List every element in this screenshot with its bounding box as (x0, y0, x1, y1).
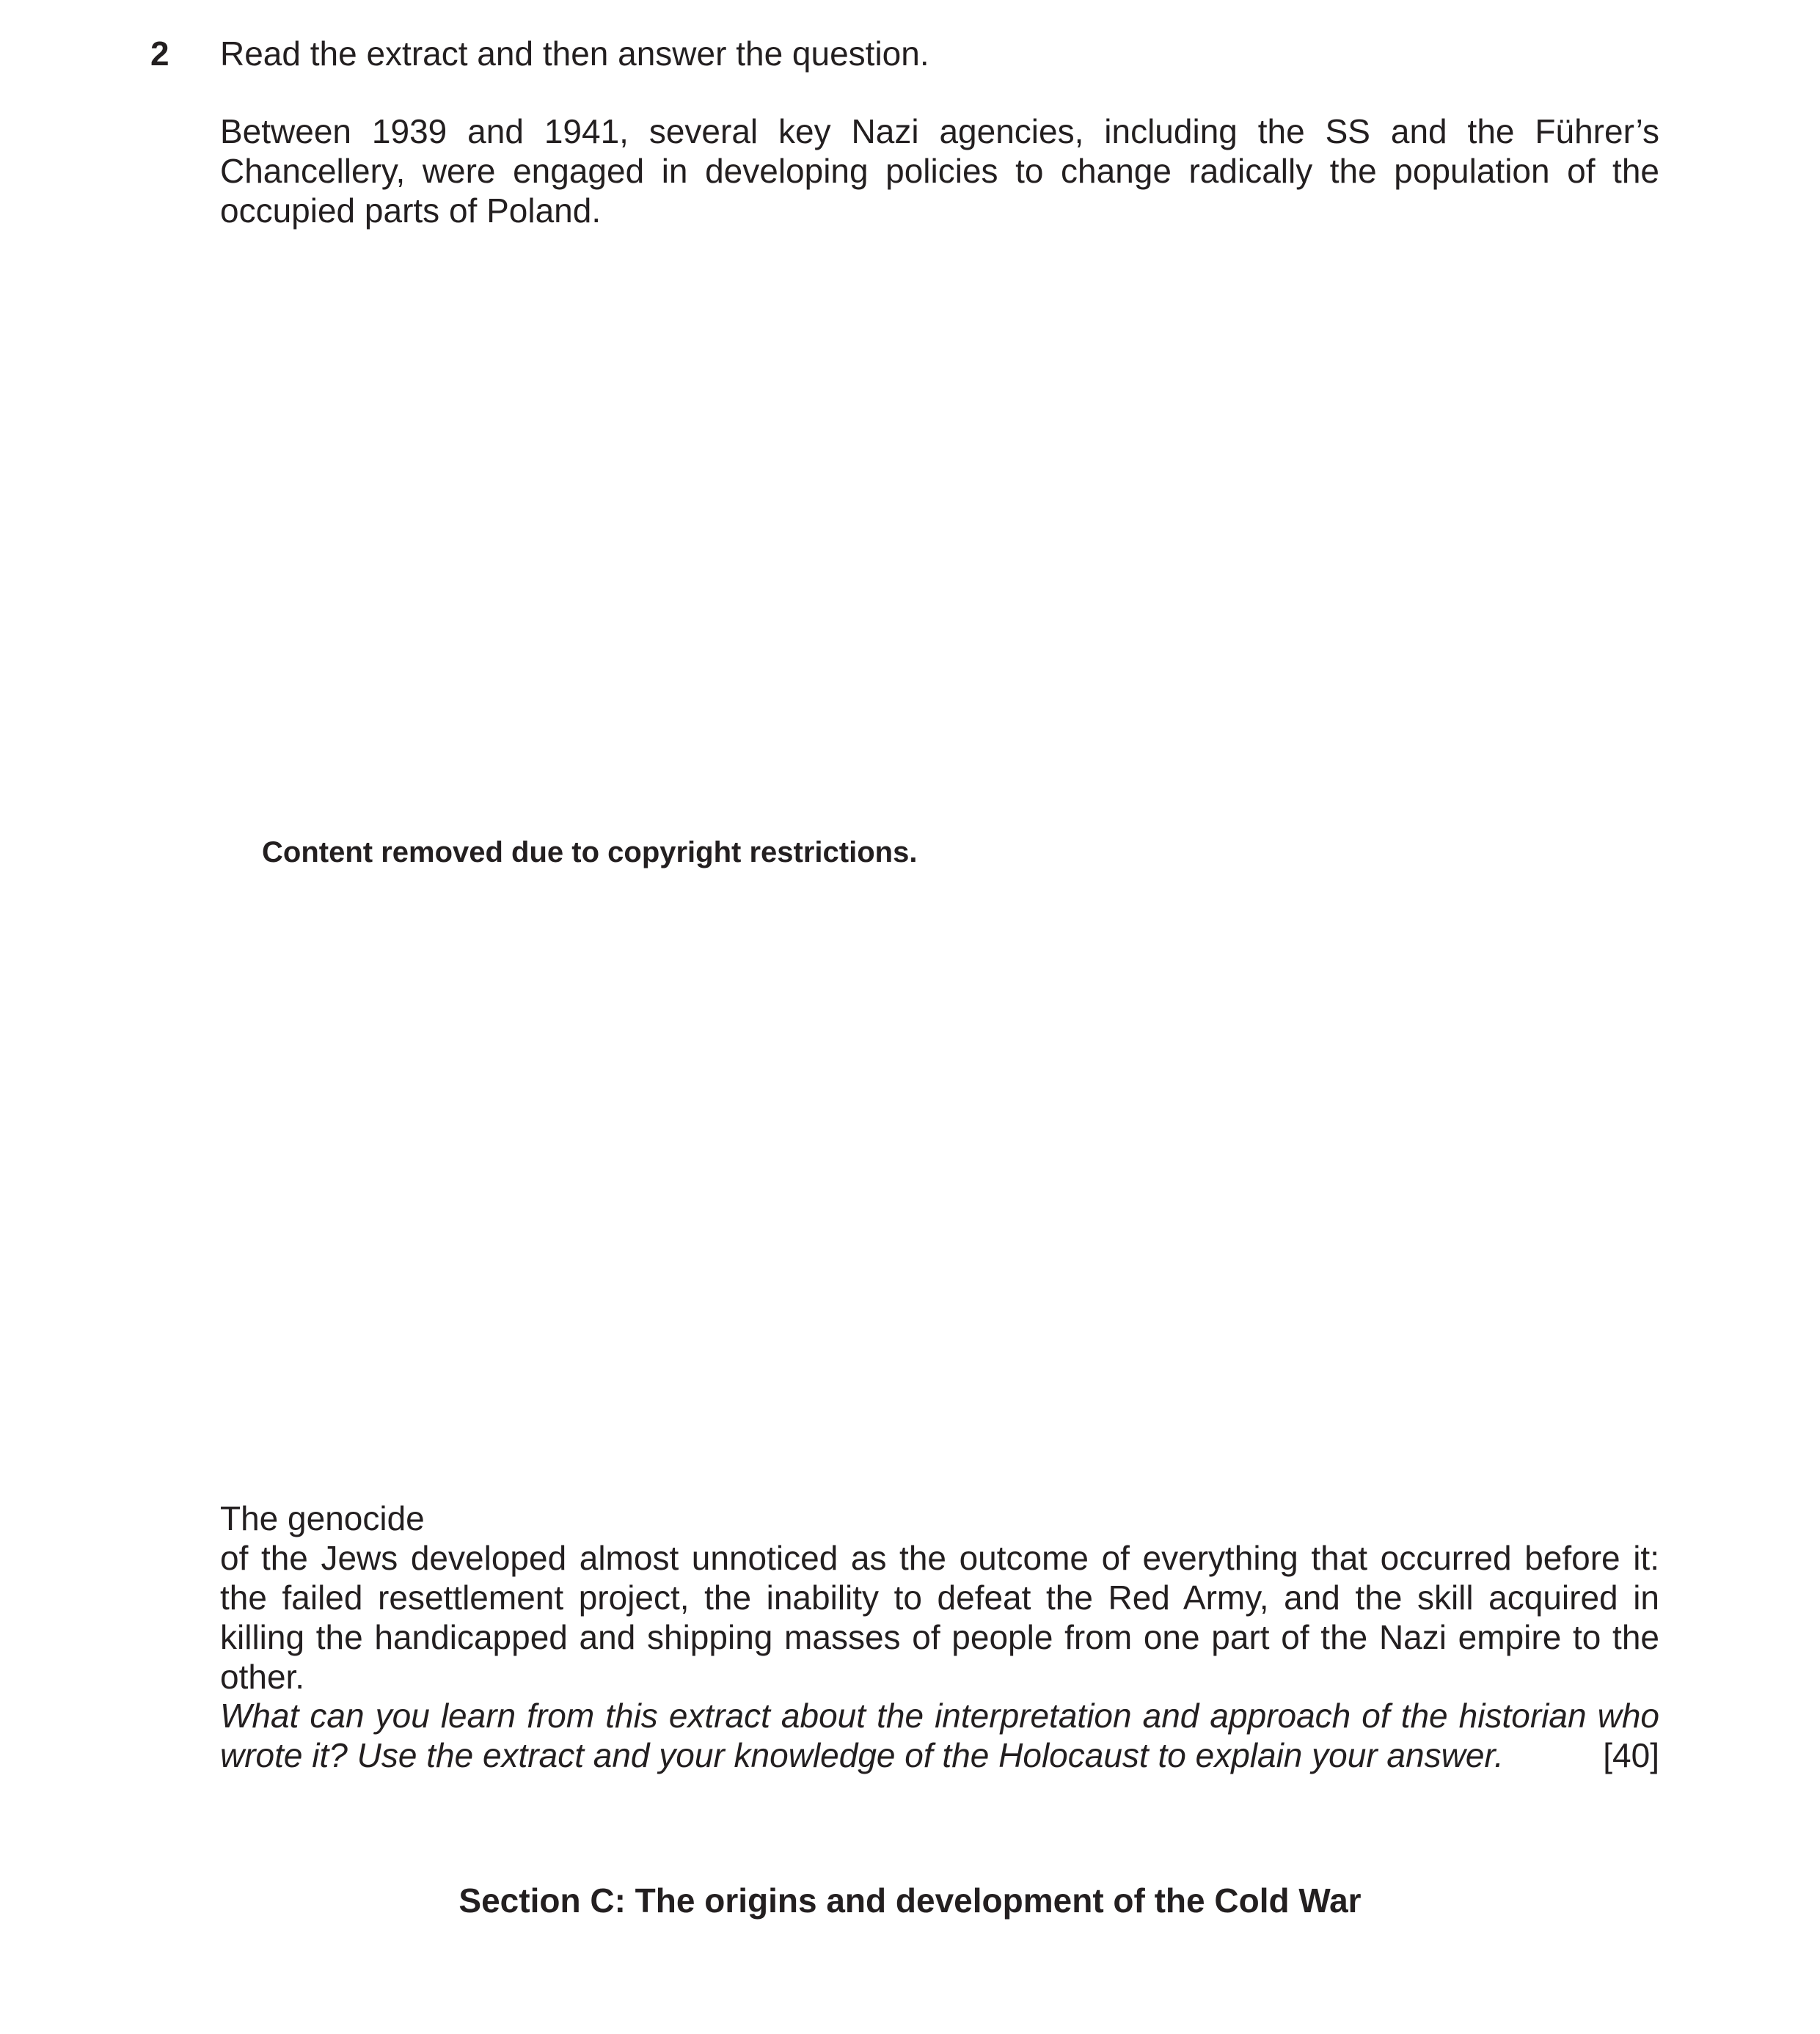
copyright-notice: Content removed due to copyright restrictions. (262, 836, 918, 868)
question-prompt (220, 1696, 1659, 1775)
extract-closing-text: of the Jews developed almost unnoticed as the outcome of everything that occurred before it: the failed resettlement project, the inability to defeat the Red Army, and the skill acquired in killing the handicapped and shipping masses of people from one part of the Nazi empire to the other. (220, 1539, 1659, 1696)
extract-closing-paragraph (220, 1499, 1659, 1697)
question-number: 2 (150, 34, 169, 73)
section-heading: Section C: The origins and development of the Cold War (458, 1881, 1362, 1920)
question-prompt-line-2-row (220, 1735, 1659, 1775)
question-instruction: Read the extract and then answer the question. (220, 34, 929, 73)
question-prompt-line-2: wrote it? Use the extract and your knowledge of the Holocaust to explain your answer. (220, 1736, 1504, 1774)
marks-label: [40] (1603, 1736, 1659, 1774)
extract-closing-lead: The genocide (220, 1499, 425, 1537)
extract-opening-paragraph: Between 1939 and 1941, several key Nazi agencies, including the SS and the Führer’s Chancellery, were engaged in developing policies to change radically the population of the occupied parts of Poland. (220, 112, 1659, 230)
question-prompt-line-1: What can you learn from this extract about the interpretation and approach of the historian who (220, 1697, 1659, 1735)
